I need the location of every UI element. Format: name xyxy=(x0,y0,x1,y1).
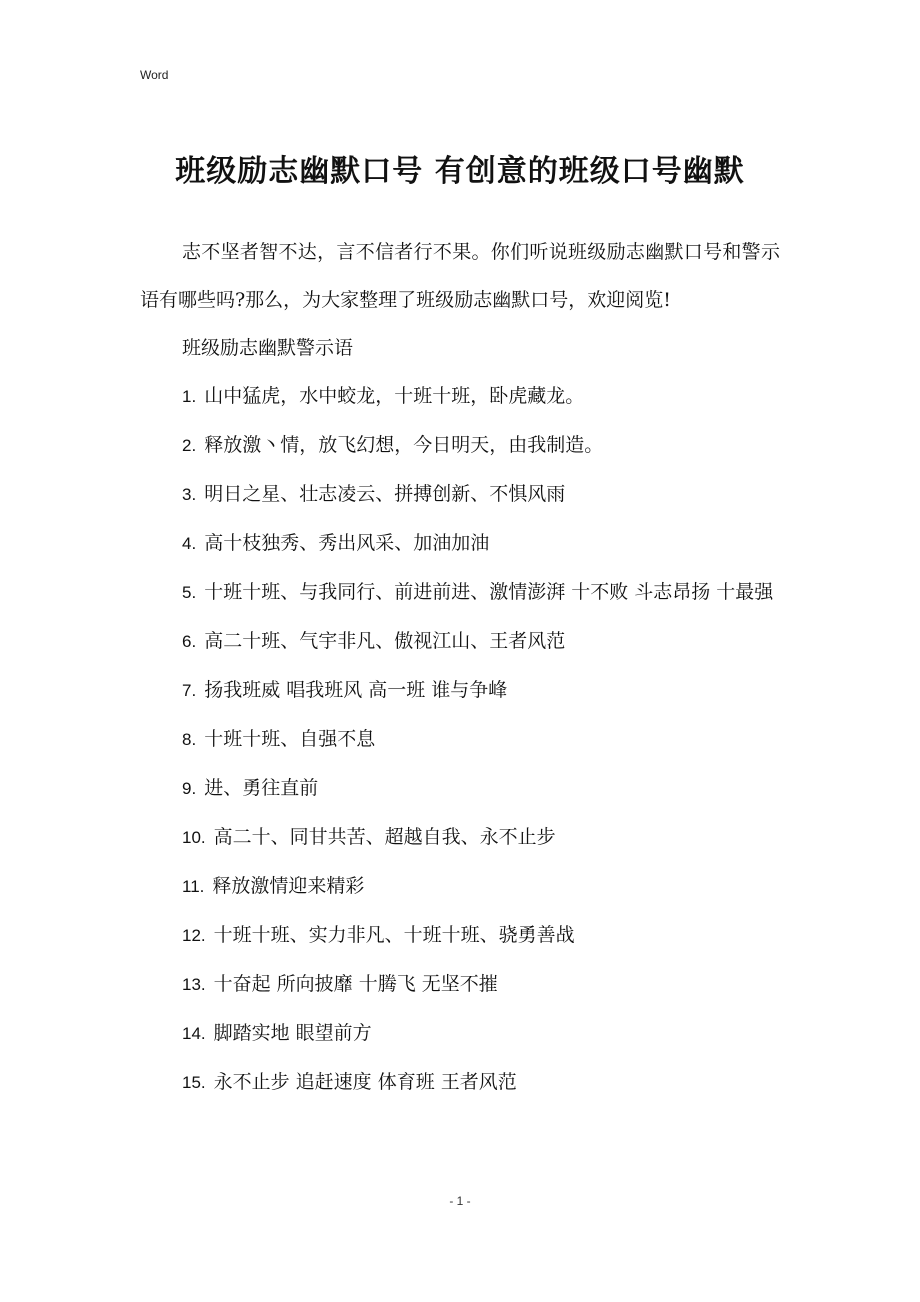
list-item xyxy=(140,813,780,862)
list-item xyxy=(140,1009,780,1058)
list-item xyxy=(140,372,780,421)
list-item-text: 山中猛虎，水中蛟龙，十班十班，卧虎藏龙。 xyxy=(204,385,585,407)
list-item-text: 脚踏实地 眼望前方 xyxy=(213,1022,372,1044)
list-item xyxy=(140,715,780,764)
list-item xyxy=(140,568,780,617)
page-number: - 1 - xyxy=(449,1194,471,1208)
list-item xyxy=(140,519,780,568)
list-item-number: 13. xyxy=(182,975,206,994)
list-item xyxy=(140,470,780,519)
list-item-number: 15. xyxy=(182,1073,206,1092)
list-item-number: 14. xyxy=(182,1024,206,1043)
list-item-text: 高二十、同甘共苦、超越自我、永不止步 xyxy=(213,826,556,848)
list-item-text: 高二十班、气宇非凡、傲视江山、王者风范 xyxy=(204,630,566,652)
list-item-number: 12. xyxy=(182,926,206,945)
list-item-text: 扬我班威 唱我班风 高一班 谁与争峰 xyxy=(204,679,508,701)
list-item-text: 十奋起 所向披靡 十腾飞 无坚不摧 xyxy=(213,973,498,995)
list-item xyxy=(140,862,780,911)
list-item-number: 11. xyxy=(182,877,205,896)
list-item xyxy=(140,960,780,1009)
list-item-number: 5. xyxy=(182,583,197,602)
list-item-text: 十班十班、自强不息 xyxy=(204,728,376,750)
list-item-number: 2. xyxy=(182,436,197,455)
list-item-text: 释放激情迎来精彩 xyxy=(212,875,365,897)
list-item xyxy=(140,1058,780,1107)
list-item xyxy=(140,666,780,715)
list-item-number: 4. xyxy=(182,534,197,553)
list-item-number: 10. xyxy=(182,828,206,847)
section-heading: 班级励志幽默警示语 xyxy=(182,337,354,359)
list-item-number: 7. xyxy=(182,681,197,700)
list-item-text: 明日之星、壮志凌云、拼搏创新、不惧风雨 xyxy=(204,483,566,505)
intro-paragraph: 志不坚者智不达，言不信者行不果。你们听说班级励志幽默口号和警示语有哪些吗?那么，为大家整理了班级励志幽默口号，欢迎阅览! xyxy=(140,241,780,311)
list-item-text: 进、勇往直前 xyxy=(204,777,319,799)
list-item-number: 8. xyxy=(182,730,197,749)
document-title: 班级励志幽默口号 有创意的班级口号幽默 xyxy=(175,154,745,189)
list-item xyxy=(140,911,780,960)
list-item-text: 十班十班、与我同行、前进前进、激情澎湃 十不败 斗志昂扬 十最强 xyxy=(204,581,774,603)
list-item-text: 释放激丶情，放飞幻想，今日明天，由我制造。 xyxy=(204,434,604,456)
list-item-number: 6. xyxy=(182,632,197,651)
list-item xyxy=(140,421,780,470)
list-item xyxy=(140,617,780,666)
header-label: Word xyxy=(140,68,169,82)
list-item-number: 9. xyxy=(182,779,197,798)
list-item-text: 十班十班、实力非凡、十班十班、骁勇善战 xyxy=(213,924,575,946)
list-item-text: 永不止步 追赶速度 体育班 王者风范 xyxy=(213,1071,517,1093)
document-body xyxy=(140,228,780,1107)
list-item-number: 1. xyxy=(182,387,197,406)
list-item-number: 3. xyxy=(182,485,197,504)
list-item xyxy=(140,764,780,813)
list-item-text: 高十枝独秀、秀出风采、加油加油 xyxy=(204,532,490,554)
